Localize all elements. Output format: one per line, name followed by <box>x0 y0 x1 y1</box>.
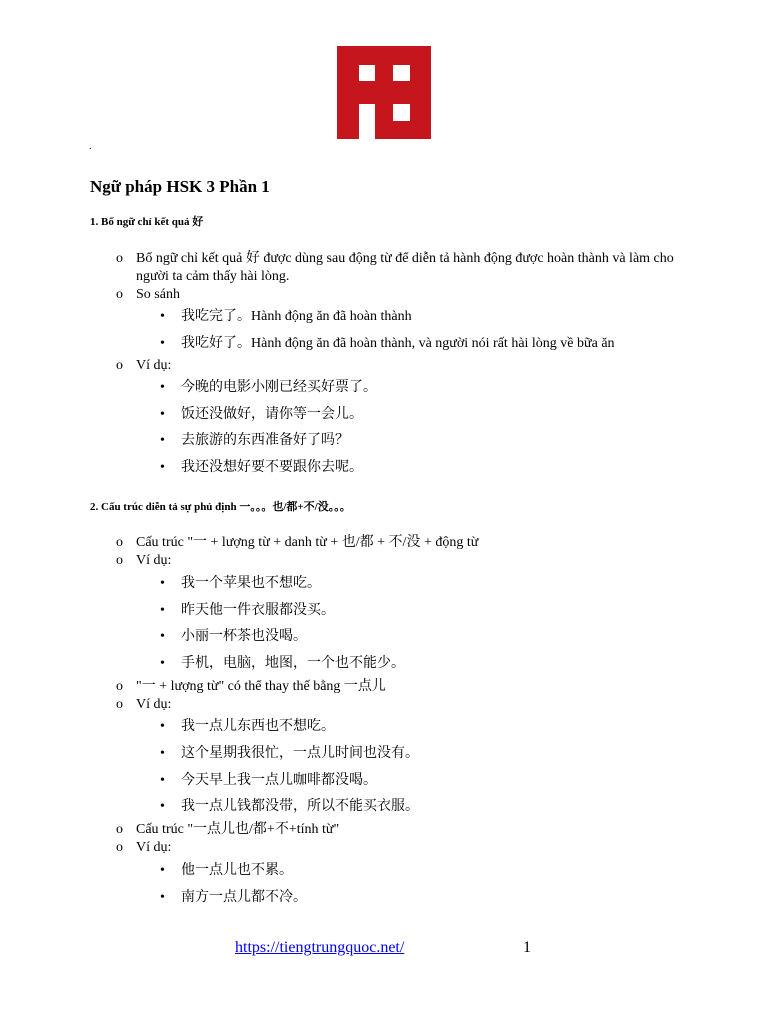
disc-bullet: • <box>160 460 165 475</box>
example-item: 南方一点儿都不冷。 <box>181 890 307 905</box>
example-item: 手机，电脑，地图，一个也不能少。 <box>181 656 405 671</box>
replace-note: "一 + lượng từ" có thể thay thế bằng 一点儿 <box>136 679 386 694</box>
circle-bullet: o <box>116 535 123 550</box>
example-item: 这个星期我很忙，一点儿时间也没有。 <box>181 746 419 761</box>
footer-website-link[interactable]: https://tiengtrungquoc.net/ <box>235 939 405 956</box>
disc-bullet: • <box>160 656 165 671</box>
disc-bullet: • <box>160 629 165 644</box>
section-1-heading: 1. Bổ ngữ chỉ kết quả 好 <box>90 216 204 228</box>
circle-bullet: o <box>116 287 123 302</box>
example-item: 小丽一杯茶也没喝。 <box>181 629 307 644</box>
stray-dot: . <box>89 141 92 152</box>
disc-bullet: • <box>160 863 165 878</box>
example-item: 他一点儿也不累。 <box>181 863 293 878</box>
example-item: 饭还没做好，请你等一会儿。 <box>181 407 363 422</box>
example-label: Ví dụ: <box>136 840 172 855</box>
disc-bullet: • <box>160 336 165 351</box>
page-title: Ngữ pháp HSK 3 Phần 1 <box>90 177 270 196</box>
example-item: 去旅游的东西准备好了吗？ <box>181 433 349 448</box>
example-item: 昨天他一件衣服都没买。 <box>181 603 335 618</box>
example-label: Ví dụ: <box>136 697 172 712</box>
circle-bullet: o <box>116 358 123 373</box>
circle-bullet: o <box>116 553 123 568</box>
page-number: 1 <box>523 939 531 956</box>
disc-bullet: • <box>160 890 165 905</box>
disc-bullet: • <box>160 719 165 734</box>
disc-bullet: • <box>160 407 165 422</box>
circle-bullet: o <box>116 697 123 712</box>
disc-bullet: • <box>160 309 165 324</box>
example-label: Ví dụ: <box>136 553 172 568</box>
tiengtrungquoc-logo-icon <box>337 46 431 139</box>
compare-item: 我吃完了。Hành động ăn đã hoàn thành <box>181 309 412 324</box>
disc-bullet: • <box>160 746 165 761</box>
circle-bullet: o <box>116 251 123 266</box>
structure-2: Cấu trúc "一点儿也/都+不+tính từ" <box>136 822 340 837</box>
example-item: 我还没想好要不要跟你去呢。 <box>181 460 363 475</box>
circle-bullet: o <box>116 822 123 837</box>
section-1-description: Bổ ngữ chỉ kết quả 好 được dùng sau động từ để diễn tả hành động được hoàn thành và làm cho người ta cảm thấy hài lòng. <box>136 251 674 284</box>
example-item: 我一点儿钱都没带，所以不能买衣服。 <box>181 799 419 814</box>
example-item: 今天早上我一点儿咖啡都没喝。 <box>181 773 377 788</box>
example-item: 我一点儿东西也不想吃。 <box>181 719 335 734</box>
circle-bullet: o <box>116 679 123 694</box>
compare-label: So sánh <box>136 287 180 302</box>
structure-1: Cấu trúc "一 + lượng từ + danh từ + 也/都 + 不/没 + động từ <box>136 535 479 550</box>
section-2-heading: 2. Cấu trúc diễn tả sự phủ định 一。。。也/都+不/没。。。 <box>90 501 351 513</box>
example-item: 今晚的电影小刚已经买好票了。 <box>181 380 377 395</box>
disc-bullet: • <box>160 380 165 395</box>
example-label: Ví dụ: <box>136 358 172 373</box>
circle-bullet: o <box>116 840 123 855</box>
disc-bullet: • <box>160 603 165 618</box>
disc-bullet: • <box>160 576 165 591</box>
compare-item: 我吃好了。Hành động ăn đã hoàn thành, và người nói rất hài lòng về bữa ăn <box>181 336 615 351</box>
disc-bullet: • <box>160 773 165 788</box>
example-item: 我一个苹果也不想吃。 <box>181 576 321 591</box>
disc-bullet: • <box>160 799 165 814</box>
disc-bullet: • <box>160 433 165 448</box>
